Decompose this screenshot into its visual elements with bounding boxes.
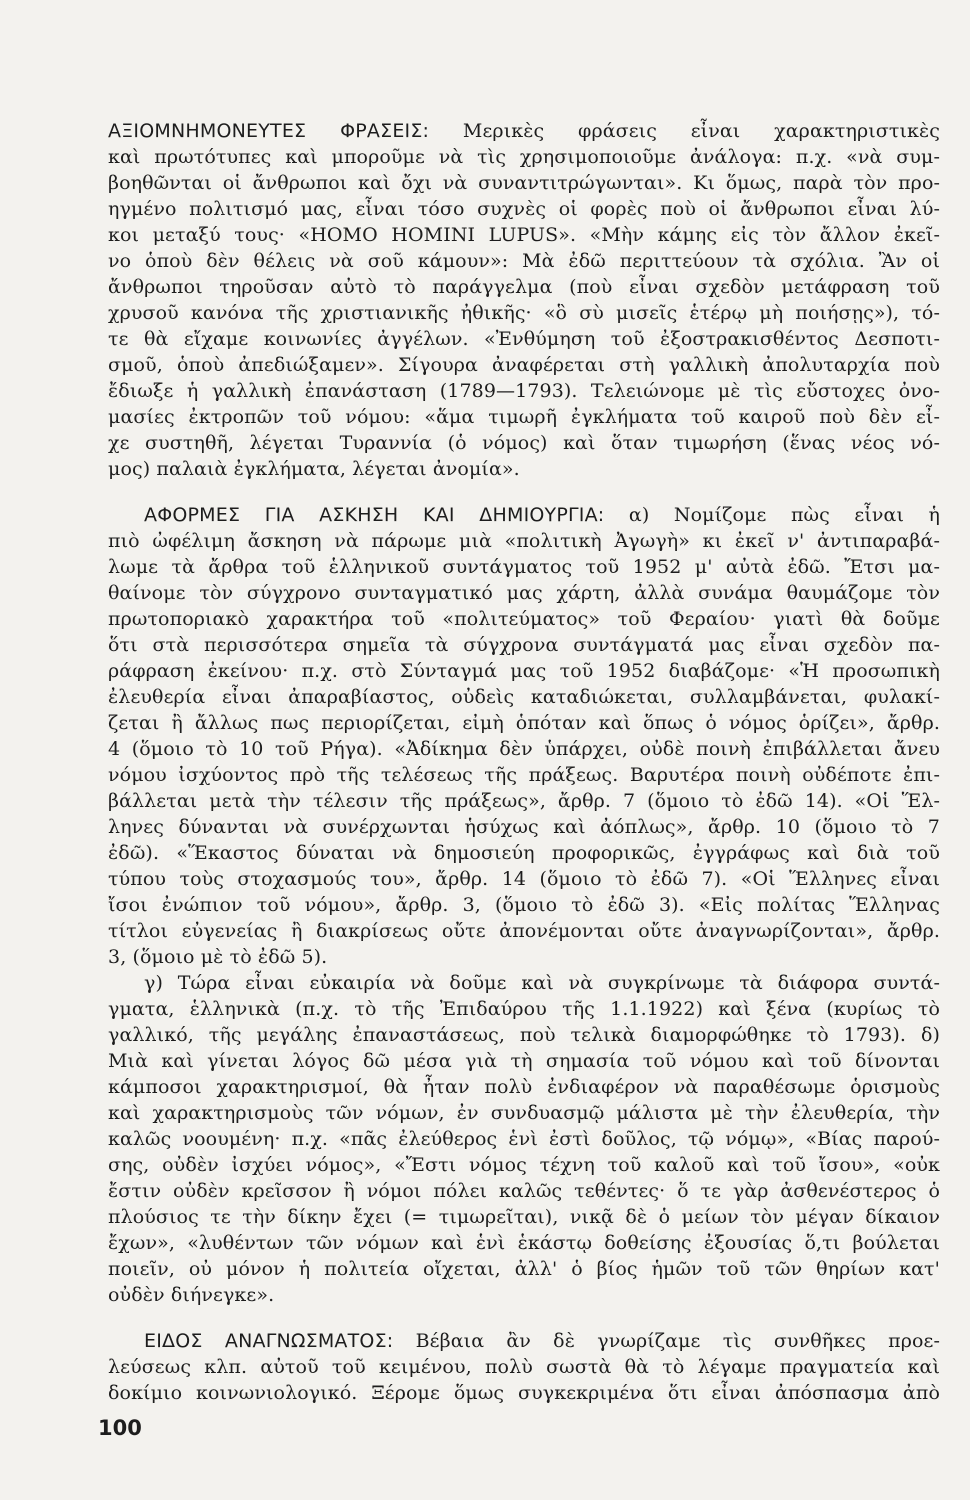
text-line: νο ὁποὺ δὲν θέλεις νὰ σοῦ κάμουν»: Μὰ ἐδῶ περιττεύουν τὰ σχόλια. Ἂν οἱ [108, 250, 940, 272]
text-line: ὅτι στὰ περισσότερα σημεῖα τὰ σύγχρονα συντάγματά μας εἶναι σχεδὸν πα- [108, 634, 940, 656]
text-line: ἐδῶ). «Ἕκαστος δύναται νὰ δημοσιεύη προφορικῶς, ἐγγράφως καὶ διὰ τοῦ [108, 842, 940, 864]
text-line: χρυσοῦ κανόνα τῆς χριστιανικῆς ἠθικῆς· «ὃ σὺ μισεῖς ἑτέρῳ μὴ ποιήσῃς»), τό- [108, 302, 940, 324]
text-line: τύπου τοὺς στοχασμούς του», ἄρθρ. 14 (ὅμοιο τὸ ἐδῶ 7). «Οἱ Ἕλληνες εἶναι [108, 868, 940, 890]
text-line: ηγμένο πολιτισμό μας, εἶναι τόσο συχνὲς οἱ φορὲς ποὺ οἱ ἄνθρωποι εἶναι λύ- [108, 198, 940, 220]
text-line: λεύσεως κλπ. αὐτοῦ τοῦ κειμένου, πολὺ σωστὰ θὰ τὸ λέγαμε πραγματεία καὶ [108, 1356, 940, 1378]
text-line: σης, οὐδὲν ἰσχύει νόμος», «Ἔστι νόμος τέχνη τοῦ καλοῦ καὶ τοῦ ἴσου», «οὐκ [108, 1154, 940, 1176]
text-line: λωμε τὰ ἄρθρα τοῦ ἑλληνικοῦ συντάγματος τοῦ 1952 μ' αὐτὰ ἐδῶ. Ἔτσι μα- [108, 556, 940, 578]
text-line: χε συστηθῆ, λέγεται Τυραννία (ὁ νόμος) καὶ ὅταν τιμωρήση (ἕνας νέος νό- [108, 432, 940, 454]
text-line: σμοῦ, ὁποὺ ἀπεδιώξαμεν». Σίγουρα ἀναφέρεται στὴ γαλλικὴ ἀπολυταρχία ποὺ [108, 354, 940, 376]
text-line: ζεται ἢ ἄλλως πως περιορίζεται, εἰμὴ ὁπόταν καὶ ὅπως ὁ νόμος ὁρίζει», ἄρθρ. [108, 712, 940, 734]
text-line: τε θὰ εἴχαμε κοινωνίες ἀγγέλων. «Ἐνθύμηση τοῦ ἐξοστρακισθέντος Δεσποτι- [108, 328, 940, 350]
text-line: 4 (ὅμοιο τὸ 10 τοῦ Ρήγα). «Ἀδίκημα δὲν ὑπάρχει, οὐδὲ ποινὴ ἐπιβάλλεται ἄνευ [108, 738, 940, 760]
text-line: πιὸ ὠφέλιμη ἄσκηση νὰ πάρωμε μιὰ «πολιτικὴ Ἀγωγὴ» κι ἐκεῖ ν' ἀντιπαραβά- [108, 530, 940, 552]
text-line: ἔχων», «λυθέντων τῶν νόμων καὶ ἑνὶ ἑκάστῳ δοθείσης ἐξουσίας ὅ,τι βούλεται [108, 1232, 940, 1254]
text-line: νόμου ἰσχύοντος πρὸ τῆς τελέσεως τῆς πράξεως. Βαρυτέρα ποινὴ οὐδέποτε ἐπι- [108, 764, 940, 786]
text-line: ἴσοι ἐνώπιον τοῦ νόμου», ἄρθρ. 3, (ὅμοιο τὸ ἐδῶ 3). «Εἰς πολίτας Ἕλληνας [108, 894, 940, 916]
text-line: βάλλεται μετὰ τὴν τέλεσιν τῆς πράξεως», ἄρθρ. 7 (ὅμοιο τὸ ἐδῶ 14). «Οἱ Ἕλ- [108, 790, 940, 812]
page-number: 100 [98, 1416, 142, 1440]
text-line: κάμποσοι χαρακτηρισμοί, θὰ ἦταν πολὺ ἐνδιαφέρον νὰ παραθέσωμε ὁρισμοὺς [108, 1076, 940, 1098]
text-line: ἄνθρωποι τηροῦσαν αὐτὸ τὸ παράγγελμα (ποὺ εἶναι σχεδὸν μετάφραση τοῦ [108, 276, 940, 298]
text-line: μασίες ἐκτροπῶν τοῦ νόμου: «ἅμα τιμωρῆ ἐγκλήματα τοῦ καιροῦ ποὺ δὲν εἶ- [108, 406, 940, 428]
section-heading: ΕΙΔΟΣ ΑΝΑΓΝΩΣΜΑΤΟΣ: [144, 1330, 394, 1352]
text-run: Βέβαια ἂν δὲ γνωρίζαμε τὶς συνθῆκες προε- [393, 1330, 940, 1352]
text-line: πρωτοποριακὸ χαρακτήρα τοῦ «πολιτεύματος» τοῦ Φεραίου· γιατὶ θὰ δοῦμε [108, 608, 940, 630]
text-line: Μιὰ καὶ γίνεται λόγος δῶ μέσα γιὰ τὴ σημασία τοῦ νόμου καὶ τοῦ δίνονται [108, 1050, 940, 1072]
text-line: ράφραση ἐκείνου· π.χ. στὸ Σύνταγμά μας τοῦ 1952 διαβάζομε· «Ἡ προσωπικὴ [108, 660, 940, 682]
page-body [108, 118, 940, 1406]
text-line: οὐδὲν διήνεγκε». [108, 1284, 275, 1306]
section-heading: ΑΦΟΡΜΕΣ ΓΙΑ ΑΣΚΗΣΗ ΚΑΙ ΔΗΜΙΟΥΡΓΙΑ: [144, 504, 605, 526]
text-line: κοι μεταξύ τους· «HOMO HOMINI LUPUS». «Μὴν κάμης εἰς τὸν ἄλλον ἐκεῖ- [108, 224, 940, 246]
text-line: πλούσιος τε τὴν δίκην ἔχει (= τιμωρεῖται), νικᾷ δὲ ὁ μείων τὸν μέγαν δίκαιον [108, 1206, 940, 1228]
text-line: γαλλικό, τῆς μεγάλης ἐπαναστάσεως, ποὺ τελικὰ διαμορφώθηκε τὸ 1793). δ) [108, 1024, 940, 1046]
text-line: δοκίμιο κοινωνιολογικό. Ξέρομε ὅμως συγκεκριμένα ὅτι εἶναι ἀπόσπασμα ἀπὸ [108, 1382, 940, 1404]
section-2-line-1 [108, 502, 940, 528]
text-line: 3, (ὅμοιο μὲ τὸ ἐδῶ 5). [108, 946, 328, 968]
text-line: τίτλοι εὐγενείας ἢ διακρίσεως οὔτε ἀπονέμονται οὔτε ἀναγνωρίζονται», ἄρθρ. [108, 920, 940, 942]
text-line: ἐλευθερία εἶναι ἀπαραβίαστος, οὐδεὶς καταδιώκεται, συλλαμβάνεται, φυλακί- [108, 686, 940, 708]
text-run: Μερικὲς φράσεις εἶναι χαρακτηριστικὲς [429, 120, 940, 142]
paragraph-gap [108, 1308, 940, 1328]
text-line: ἔστιν οὐδὲν κρεῖσσον ἢ νόμοι πόλει καλῶς τεθέντες· ὅ τε γὰρ ἀσθενέστερος ὁ [108, 1180, 940, 1202]
section-3-line-1 [108, 1328, 940, 1354]
text-line: θαίνομε τὸν σύγχρονο συνταγματικό μας χάρτη, ἀλλὰ συνάμα θαυμάζομε τὸν [108, 582, 940, 604]
text-line: καὶ χαρακτηρισμοὺς τῶν νόμων, ἐν συνδυασμῷ μάλιστα μὲ τὴν ἐλευθερία, τὴν [108, 1102, 940, 1124]
text-line: γ) Τώρα εἶναι εὐκαιρία νὰ δοῦμε καὶ νὰ συγκρίνωμε τὰ διάφορα συντά- [144, 972, 940, 994]
text-run: α) Νομίζομε πὼς εἶναι ἡ [604, 504, 940, 526]
text-line: καὶ πρωτότυπες καὶ μποροῦμε νὰ τὶς χρησιμοποιοῦμε ἀνάλογα: π.χ. «νὰ συμ- [108, 146, 940, 168]
section-heading: ΑΞΙΟΜΝΗΜΟΝΕΥΤΕΣ ΦΡΑΣΕΙΣ: [108, 120, 430, 142]
text-line: μος) παλαιὰ ἐγκλήματα, λέγεται ἀνομία». [108, 458, 520, 480]
text-line: ποιεῖν, οὐ μόνον ἡ πολιτεία οἴχεται, ἀλλ' ὁ βίος ἡμῶν τοῦ τῶν θηρίων κατ' [108, 1258, 940, 1280]
text-line: ληνες δύνανται νὰ συνέρχωνται ἡσύχως καὶ ἀόπλως», ἄρθρ. 10 (ὅμοιο τὸ 7 [108, 816, 940, 838]
text-line: γματα, ἑλληνικὰ (π.χ. τὸ τῆς Ἐπιδαύρου τῆς 1.1.1922) καὶ ξένα (κυρίως τὸ [108, 998, 940, 1020]
text-line: ἔδιωξε ἡ γαλλικὴ ἐπανάσταση (1789—1793). Τελειώνομε μὲ τὶς εὔστοχες ὀνο- [108, 380, 940, 402]
section-1-line-1 [108, 118, 940, 144]
paragraph-gap [108, 482, 940, 502]
text-line: καλῶς νοουμένη· π.χ. «πᾶς ἐλεύθερος ἑνὶ ἐστὶ δοῦλος, τῷ νόμῳ», «Βίας παρού- [108, 1128, 940, 1150]
text-line: βοηθῶνται οἱ ἄνθρωποι καὶ ὄχι νὰ συναντιτρώγωνται». Κι ὅμως, παρὰ τὸν προ- [108, 172, 940, 194]
